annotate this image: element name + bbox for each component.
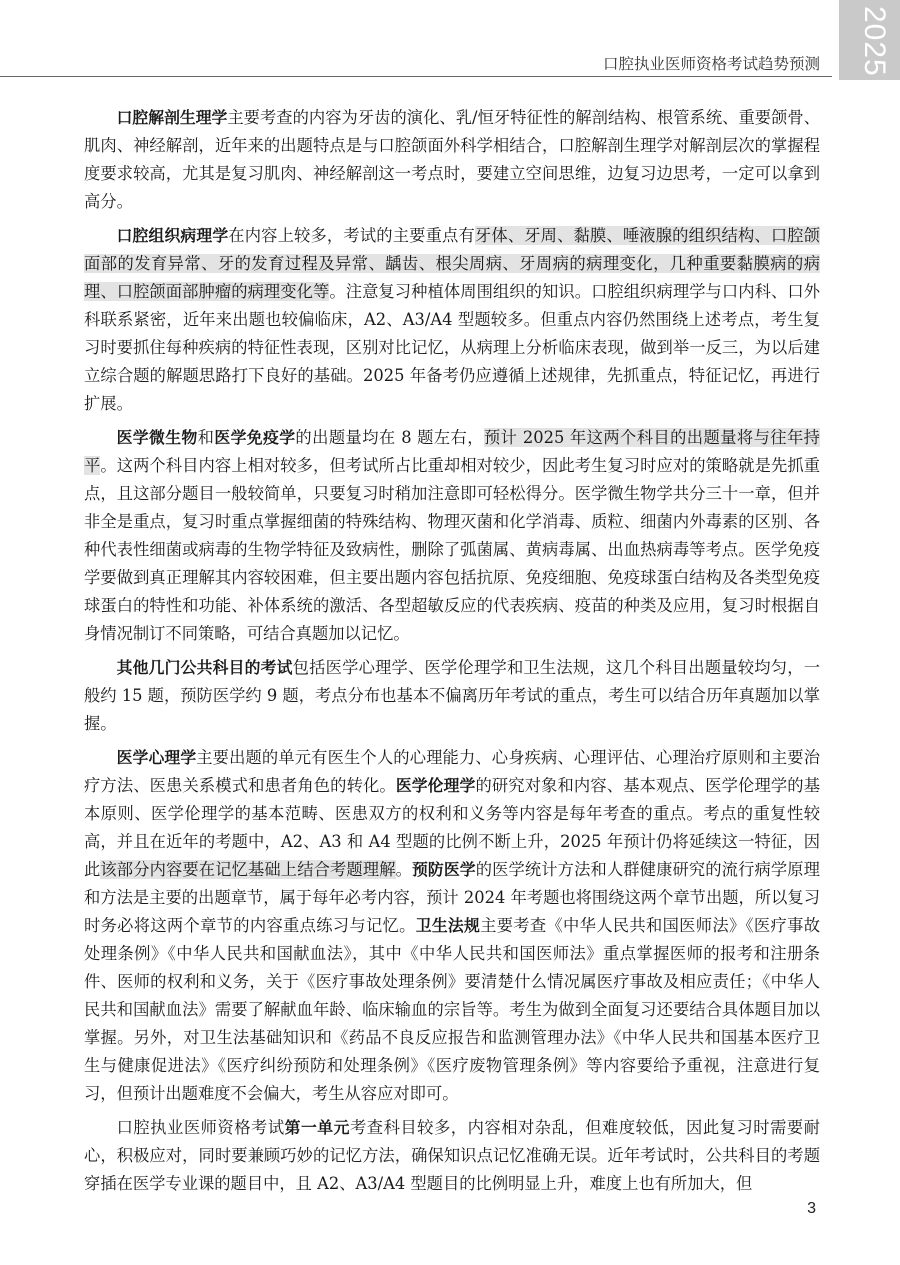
- keyword-microbiology: 医学微生物: [116, 428, 198, 447]
- paragraph-text: 主要考查《中华人民共和国医师法》《医疗事故处理条例》《中华人民共和国献血法》，其中《中华人民共和国医师法》重点掌握医师的报考和注册条件、医师的权利和义务，关于《医疗事故处理条例》要清楚什么情况属医疗事故及相应责任；《中华人民共和国献血法》需要了解献血年龄、临床输血的宗旨等。考生为做到全面复习还要结合具体题目加以掌握。另外，对卫生法基础知识和《药品不良反应报告和监测管理办法》《中华人民共和国基本医疗卫生与健康促进法》《医疗纠纷预防和处理条例》《医疗废物管理条例》等内容要给予重视，注意进行复习，但预计出题难度不会偏大，考生从容应对即可。: [84, 916, 820, 1103]
- running-header-title: 口腔执业医师资格考试趋势预测: [602, 55, 820, 73]
- body-text: [84, 104, 820, 1204]
- paragraph-text: 包括医学心理学、医学伦理学和卫生法规，这几个科目出题量较均匀，一般约 15 题，预防医学约 9 题，考点分布也基本不偏离历年考试的重点，考生可以结合历年真题加以掌握。: [84, 658, 820, 733]
- paragraph-oral-anatomy: [84, 104, 820, 216]
- paragraph-text: 的研究对象和内容、基本观点、医学伦理学的基本原则、医学伦理学的基本范畴、医患双方的权利和义务等内容是每年考查的重点。考点的重复性较高，并且在近年的考题中，A2、A3 和 A4 型题的比例不断上升，2025 年预计仍将延续这一特征，因此: [84, 776, 820, 879]
- highlighted-text: 该部分内容要在记忆基础上结合考题理解: [100, 860, 396, 879]
- paragraph-text: 口腔执业医师资格考试: [116, 1118, 285, 1137]
- keyword-public-subjects: 其他几门公共科目的考试: [116, 658, 293, 677]
- paragraph-microbiology-immunology: [84, 424, 820, 648]
- paragraph-first-unit: [84, 1114, 820, 1198]
- highlighted-text: 预计 2025 年这两个科目的出题量将与往年持平: [84, 428, 820, 475]
- paragraph-text: 。: [395, 860, 413, 879]
- page-number: 3: [807, 1200, 816, 1217]
- keyword-oral-histopathology: 口腔组织病理学: [116, 226, 229, 245]
- keyword-first-unit: 第一单元: [284, 1118, 350, 1137]
- header-divider: [0, 76, 832, 77]
- keyword-psychology: 医学心理学: [116, 748, 197, 767]
- keyword-immunology: 医学免疫学: [214, 428, 296, 447]
- paragraph-text: 考查科目较多，内容相对杂乱，但难度较低，因此复习时需要耐心，积极应对，同时要兼顾巧妙的记忆方法，确保知识点记忆准确无误。近年考试时，公共科目的考题穿插在医学专业课的题目中，且 A2、A3/A4 型题目的比例明显上升，难度上也有所加大，但: [84, 1118, 820, 1193]
- paragraph-text: 的出题量均在 8 题左右，: [295, 428, 484, 447]
- paragraph-public-subjects: [84, 654, 820, 738]
- paragraph-text: 主要出题的单元有医生个人的心理能力、心身疾病、心理评估、心理治疗原则和主要治疗方法、医患关系模式和患者角色的转化。: [84, 748, 820, 795]
- paragraph-oral-histopathology: [84, 222, 820, 418]
- paragraph-text: 。注意复习种植体周围组织的知识。口腔组织病理学与口内科、口外科联系紧密，近年来出题也较偏临床，A2、A3/A4 型题较多。但重点内容仍然围绕上述考点，考生复习时要抓住每种疾病的特征性表现，区别对比记忆，从病理上分析临床表现，做到举一反三，为以后建立综合题的解题思路打下良好的基础。2025 年备考仍应遵循上述规律，先抓重点，特征记忆，再进行扩展。: [84, 282, 820, 413]
- paragraph-text: 的医学统计方法和人群健康研究的流行病学原理和方法是主要的出题章节，属于每年必考内容，预计 2024 年考题也将围绕这两个章节出题，所以复习时务必将这两个章节的内容重点练习与记忆。: [84, 860, 820, 935]
- highlighted-text: 牙体、牙周、黏膜、唾液腺的组织结构、口腔颌面部的发育异常、牙的发育过程及异常、龋齿、根尖周病、牙周病的病理变化，几种重要黏膜病的病理、口腔颌面部肿瘤的病理变化等: [84, 226, 820, 301]
- keyword-ethics: 医学伦理学: [395, 776, 476, 795]
- paragraph-text: 。这两个科目内容上相对较多，但考试所占比重却相对较少，因此考生复习时应对的策略就是先抓重点，且这部分题目一般较简单，只要复习时稍加注意即可轻松得分。医学微生物学共分三十一章，但并非全是重点，复习时重点掌握细菌的特殊结构、物理灭菌和化学消毒、质粒、细菌内外毒素的区别、各种代表性细菌或病毒的生物学特征及致病性，删除了弧菌属、黄病毒属、出血热病毒等考点。医学免疫学要做到真正理解其内容较困难，但主要出题内容包括抗原、免疫细胞、免疫球蛋白结构及各类型免疫球蛋白的特性和功能、补体系统的激活、各型超敏反应的代表疾病、疫苗的种类及应用，复习时根据自身情况制订不同策略，可结合真题加以记忆。: [84, 456, 820, 643]
- year-tab-label: 2025: [858, 6, 891, 77]
- paragraph-text: 主要考查的内容为牙齿的演化、乳/恒牙特征性的解剖结构、根管系统、重要颌骨、肌肉、神经解剖，近年来的出题特点是与口腔颌面外科学相结合，口腔解剖生理学对解剖层次的掌握程度要求较高，尤其是复习肌肉、神经解剖这一考点时，要建立空间思维，边复习边思考，一定可以拿到高分。: [84, 108, 820, 211]
- paragraph-text: 和: [197, 428, 215, 447]
- keyword-oral-anatomy: 口腔解剖生理学: [116, 108, 228, 127]
- keyword-health-law: 卫生法规: [415, 916, 481, 935]
- year-tab: [839, 0, 900, 80]
- paragraph-psychology-ethics-law: [84, 744, 820, 1108]
- keyword-preventive-medicine: 预防医学: [412, 860, 476, 879]
- paragraph-text: 在内容上较多，考试的主要重点有: [228, 226, 475, 245]
